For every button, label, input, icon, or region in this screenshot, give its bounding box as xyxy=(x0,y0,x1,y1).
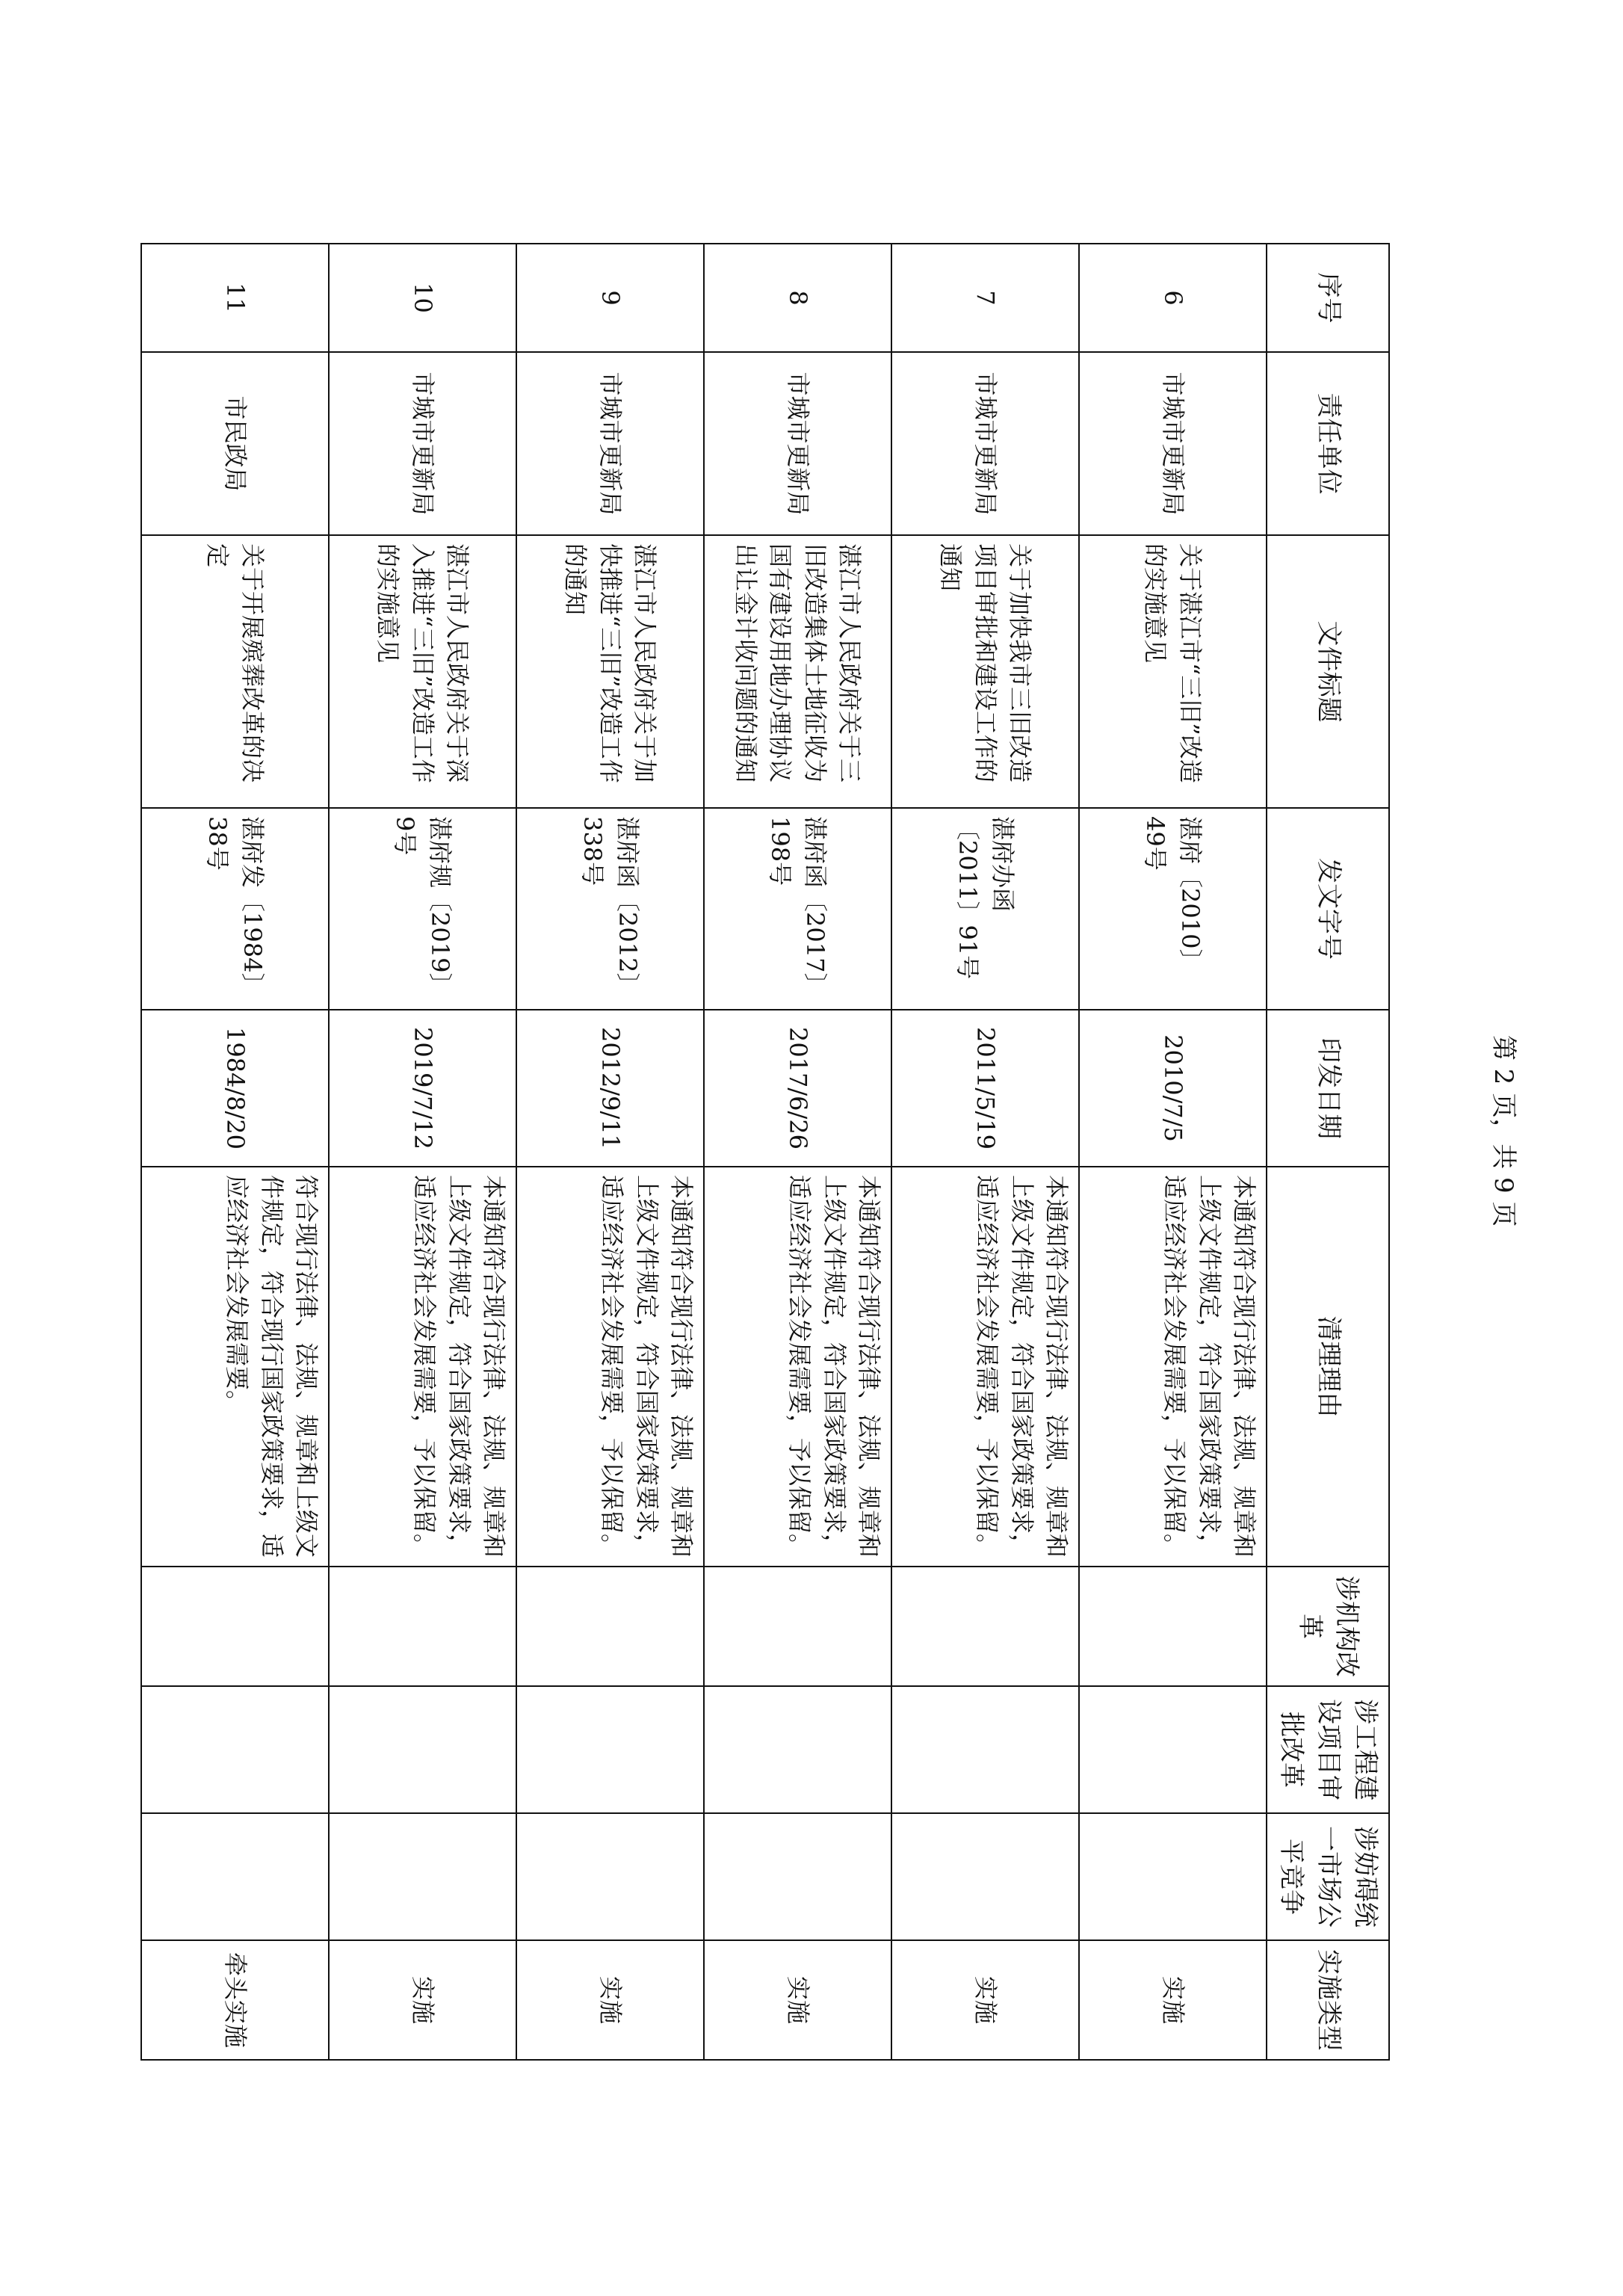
cell-date: 2010/7/5 xyxy=(1079,1010,1267,1167)
cell-implementation-type: 牵头实施 xyxy=(141,1940,329,2060)
cell-engineering-reform xyxy=(516,1686,704,1813)
header-reason: 清理理由 xyxy=(1267,1167,1389,1567)
document-table xyxy=(140,243,1390,2061)
cell-seq: 7 xyxy=(891,244,1079,352)
table-row xyxy=(329,244,516,2060)
rotated-landscape-page xyxy=(149,243,1390,2059)
cell-implementation-type: 实施 xyxy=(704,1940,891,2060)
cell-unit: 市城市更新局 xyxy=(891,352,1079,535)
cell-reason: 符合现行法律、法规、规章和上级文件规定，符合现行国家政策要求，适应经济社会发展需要。 xyxy=(141,1167,329,1567)
cell-institution-reform xyxy=(1079,1567,1267,1686)
cell-date: 2019/7/12 xyxy=(329,1010,516,1167)
cell-unit: 市民政局 xyxy=(141,352,329,535)
cell-engineering-reform xyxy=(891,1686,1079,1813)
cell-implementation-type: 实施 xyxy=(1079,1940,1267,2060)
table-row xyxy=(1079,244,1267,2060)
cell-market-competition xyxy=(704,1813,891,1940)
cell-doc-no: 湛府函〔2017〕198号 xyxy=(704,808,891,1010)
cell-market-competition xyxy=(891,1813,1079,1940)
cell-title: 湛江市人民政府关于三旧改造集体土地征收为国有建设用地办理协议出让金计收问题的通知 xyxy=(704,535,891,808)
cell-unit: 市城市更新局 xyxy=(516,352,704,535)
table-row xyxy=(891,244,1079,2060)
cell-date: 2011/5/19 xyxy=(891,1010,1079,1167)
table-row xyxy=(141,244,329,2060)
cell-implementation-type: 实施 xyxy=(891,1940,1079,2060)
cell-market-competition xyxy=(141,1813,329,1940)
cell-unit: 市城市更新局 xyxy=(329,352,516,535)
header-seq: 序号 xyxy=(1267,244,1389,352)
cell-doc-no: 湛府规〔2019〕9号 xyxy=(329,808,516,1010)
cell-seq: 6 xyxy=(1079,244,1267,352)
header-market-competition: 涉妨碍统一市场公平竞争 xyxy=(1267,1813,1389,1940)
cell-market-competition xyxy=(516,1813,704,1940)
cell-engineering-reform xyxy=(141,1686,329,1813)
header-row xyxy=(1267,244,1389,2060)
cell-seq: 9 xyxy=(516,244,704,352)
cell-reason: 本通知符合现行法律、法规、规章和上级文件规定，符合国家政策要求，适应经济社会发展需要，予以保留。 xyxy=(516,1167,704,1567)
header-unit: 责任单位 xyxy=(1267,352,1389,535)
cell-date: 2012/9/11 xyxy=(516,1010,704,1167)
header-institution-reform: 涉机构改革 xyxy=(1267,1567,1389,1686)
cell-institution-reform xyxy=(891,1567,1079,1686)
cell-date: 2017/6/26 xyxy=(704,1010,891,1167)
cell-engineering-reform xyxy=(329,1686,516,1813)
cell-implementation-type: 实施 xyxy=(516,1940,704,2060)
cell-seq: 10 xyxy=(329,244,516,352)
cell-reason: 本通知符合现行法律、法规、规章和上级文件规定，符合国家政策要求，适应经济社会发展需要，予以保留。 xyxy=(1079,1167,1267,1567)
cell-doc-no: 湛府发〔1984〕38号 xyxy=(141,808,329,1010)
cell-seq: 11 xyxy=(141,244,329,352)
cell-unit: 市城市更新局 xyxy=(1079,352,1267,535)
cell-doc-no: 湛府函〔2012〕338号 xyxy=(516,808,704,1010)
cell-institution-reform xyxy=(704,1567,891,1686)
cell-title: 湛江市人民政府关于加快推进“三旧”改造工作的通知 xyxy=(516,535,704,808)
header-implementation-type: 实施类型 xyxy=(1267,1940,1389,2060)
cell-title: 关于湛江市“三旧”改造的实施意见 xyxy=(1079,535,1267,808)
cell-title: 湛江市人民政府关于深入推进“三旧”改造工作的实施意见 xyxy=(329,535,516,808)
cell-reason: 本通知符合现行法律、法规、规章和上级文件规定，符合国家政策要求，适应经济社会发展需要，予以保留。 xyxy=(891,1167,1079,1567)
cell-reason: 本通知符合现行法律、法规、规章和上级文件规定，符合国家政策要求，适应经济社会发展需要，予以保留。 xyxy=(704,1167,891,1567)
cell-title: 关于开展殡葬改革的决定 xyxy=(141,535,329,808)
header-title: 文件标题 xyxy=(1267,535,1389,808)
table-row xyxy=(704,244,891,2060)
cell-institution-reform xyxy=(141,1567,329,1686)
cell-doc-no: 湛府办函〔2011〕91号 xyxy=(891,808,1079,1010)
cell-engineering-reform xyxy=(704,1686,891,1813)
cell-market-competition xyxy=(329,1813,516,1940)
header-engineering-reform: 涉工程建设项目审批改革 xyxy=(1267,1686,1389,1813)
cell-title: 关于加快我市三旧改造项目审批和建设工作的通知 xyxy=(891,535,1079,808)
cell-reason: 本通知符合现行法律、法规、规章和上级文件规定，符合国家政策要求，适应经济社会发展需要，予以保留。 xyxy=(329,1167,516,1567)
header-date: 印发日期 xyxy=(1267,1010,1389,1167)
page-footer: 第 2 页，共 9 页 xyxy=(1488,1035,1518,1227)
cell-date: 1984/8/20 xyxy=(141,1010,329,1167)
cell-doc-no: 湛府〔2010〕49号 xyxy=(1079,808,1267,1010)
header-doc-no: 发文字号 xyxy=(1267,808,1389,1010)
table-row xyxy=(516,244,704,2060)
cell-institution-reform xyxy=(329,1567,516,1686)
cell-engineering-reform xyxy=(1079,1686,1267,1813)
cell-seq: 8 xyxy=(704,244,891,352)
cell-implementation-type: 实施 xyxy=(329,1940,516,2060)
cell-unit: 市城市更新局 xyxy=(704,352,891,535)
cell-institution-reform xyxy=(516,1567,704,1686)
cell-market-competition xyxy=(1079,1813,1267,1940)
